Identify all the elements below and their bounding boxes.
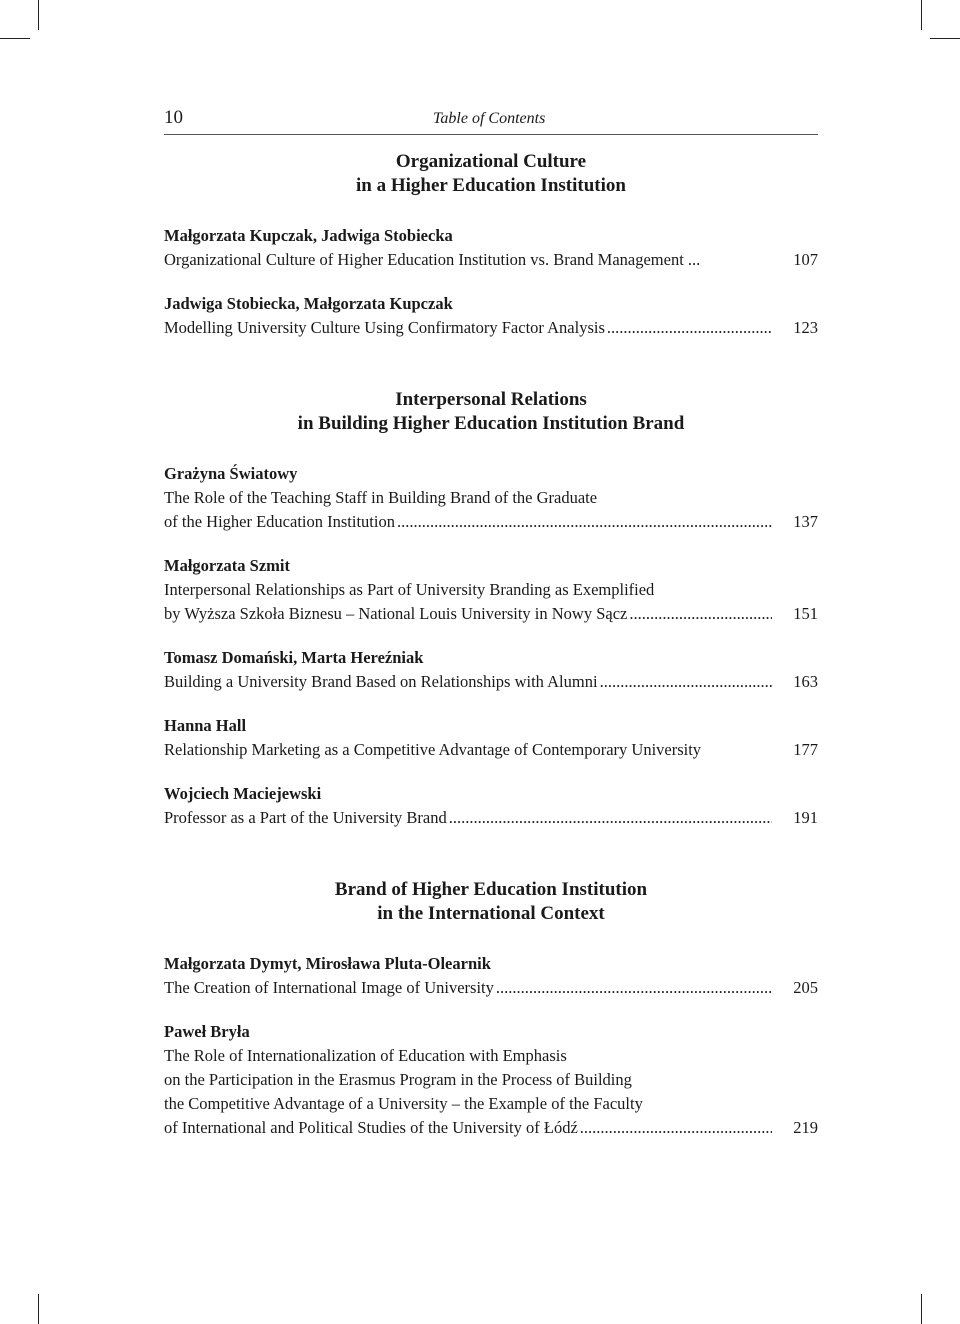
leader-dots — [629, 602, 772, 626]
entry-authors: Paweł Bryła — [164, 1022, 250, 1041]
entry-authors: Małgorzata Dymyt, Mirosława Pluta-Olearnik — [164, 954, 491, 973]
crop-mark — [38, 1294, 39, 1324]
leader-dots — [580, 1116, 772, 1140]
crop-mark — [0, 38, 30, 39]
page-number: 10 — [164, 107, 183, 128]
toc-entry[interactable] — [164, 224, 818, 272]
toc-entry[interactable] — [164, 292, 818, 340]
entry-title: of International and Political Studies of the University of Łódź — [164, 1118, 578, 1137]
leader-dots — [397, 510, 772, 534]
toc-entry[interactable] — [164, 782, 818, 830]
entry-title: Modelling University Culture Using Confirmatory Factor Analysis — [164, 318, 605, 337]
entry-page-number: 205 — [793, 978, 818, 997]
entry-title: The Creation of International Image of University — [164, 978, 494, 997]
entry-page-number: 123 — [793, 318, 818, 337]
entry-title: Interpersonal Relationships as Part of University Branding as Exemplified — [164, 580, 655, 599]
toc-entry[interactable] — [164, 952, 818, 1000]
entry-title: of the Higher Education Institution — [164, 512, 395, 531]
entry-authors: Małgorzata Kupczak, Jadwiga Stobiecka — [164, 226, 453, 245]
entry-authors: Tomasz Domański, Marta Hereźniak — [164, 648, 424, 667]
entry-authors: Hanna Hall — [164, 716, 247, 735]
entry-page-number: 137 — [793, 512, 818, 531]
entry-page-number: 191 — [793, 808, 818, 827]
toc-entry[interactable] — [164, 646, 818, 694]
entry-page-number: 163 — [793, 672, 818, 691]
entry-title: the Competitive Advantage of a University – the Example of the Faculty — [164, 1094, 643, 1113]
section-title: Brand of Higher Education Institution in the International Context — [334, 879, 648, 924]
entry-page-number: 177 — [793, 740, 818, 759]
crop-mark — [38, 0, 39, 30]
section-title: Interpersonal Relations in Building Higher Education Institution Brand — [297, 389, 685, 434]
leader-dots — [607, 316, 772, 340]
entry-title: Building a University Brand Based on Relationships with Alumni — [164, 672, 598, 691]
toc-section — [164, 150, 818, 340]
entry-authors: Małgorzata Szmit — [164, 556, 290, 575]
entry-title: on the Participation in the Erasmus Program in the Process of Building — [164, 1070, 632, 1089]
page-header — [164, 104, 818, 135]
crop-mark — [921, 1294, 922, 1324]
entry-title: The Role of Internationalization of Education with Emphasis — [164, 1046, 567, 1065]
entry-title: The Role of the Teaching Staff in Building Brand of the Graduate — [164, 488, 598, 507]
toc-entry[interactable] — [164, 1020, 818, 1140]
table-of-contents — [164, 150, 818, 1140]
entry-page-number: 219 — [793, 1118, 818, 1137]
running-head: Table of Contents — [433, 110, 546, 127]
entry-title: Professor as a Part of the University Brand — [164, 808, 447, 827]
entry-page-number: 151 — [793, 604, 818, 623]
toc-entry[interactable] — [164, 714, 818, 762]
leader-dots — [449, 806, 772, 830]
entry-authors: Jadwiga Stobiecka, Małgorzata Kupczak — [164, 294, 453, 313]
leader-dots — [600, 670, 772, 694]
entry-title: Organizational Culture of Higher Education Institution vs. Brand Management ... — [164, 250, 701, 269]
toc-entry[interactable] — [164, 462, 818, 534]
toc-section — [164, 388, 818, 830]
entry-authors: Wojciech Maciejewski — [164, 784, 322, 803]
section-title: Organizational Culture in a Higher Education Institution — [356, 151, 626, 196]
entry-page-number: 107 — [793, 250, 818, 269]
entry-title: Relationship Marketing as a Competitive Advantage of Contemporary University — [164, 740, 702, 759]
entry-title: by Wyższa Szkoła Biznesu – National Louis University in Nowy Sącz — [164, 604, 628, 623]
toc-entry[interactable] — [164, 554, 818, 626]
leader-dots — [496, 976, 772, 1000]
entry-authors: Grażyna Światowy — [164, 464, 298, 483]
toc-section — [164, 878, 818, 1140]
crop-mark — [921, 0, 922, 30]
crop-mark — [930, 38, 960, 39]
